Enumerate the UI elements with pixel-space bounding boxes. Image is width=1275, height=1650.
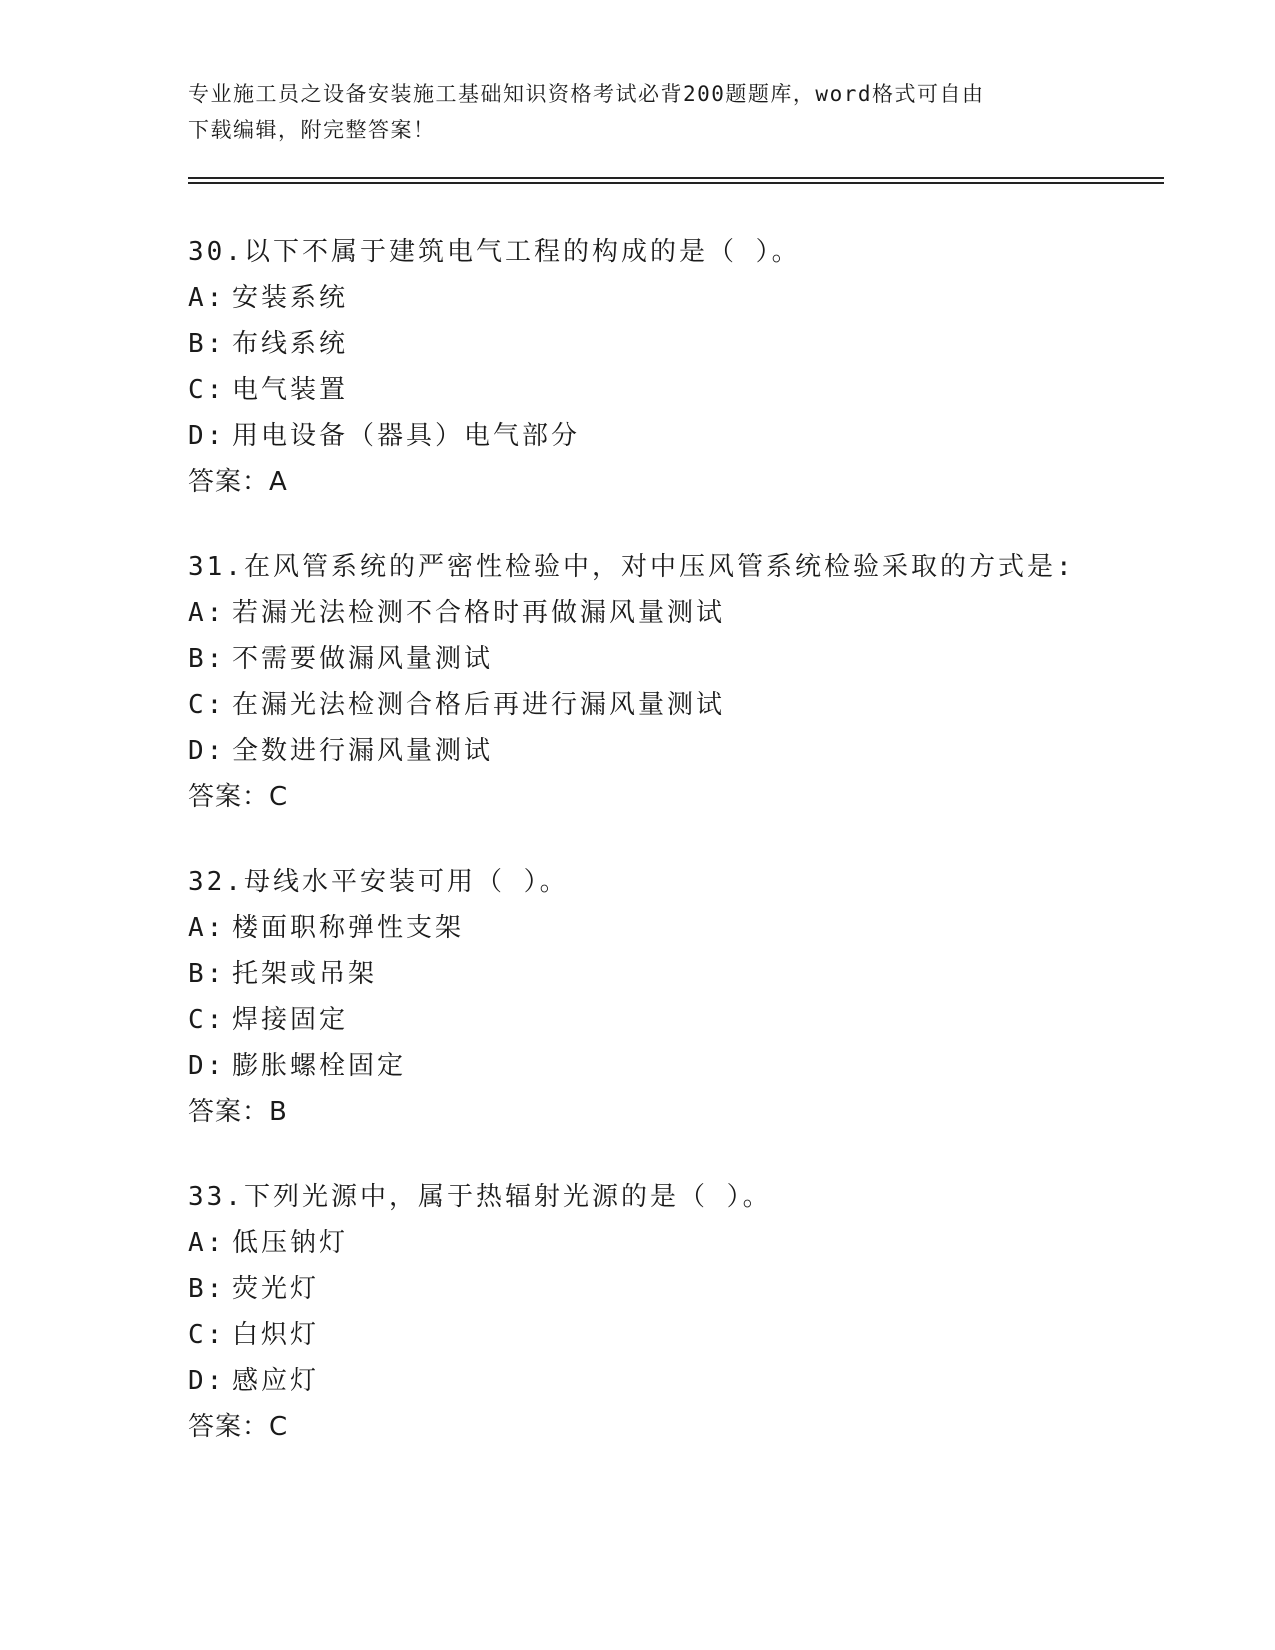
question-31	[188, 544, 1148, 820]
option-text: 安装系统	[232, 283, 349, 313]
option-a	[188, 905, 1148, 951]
option-b	[188, 1266, 1148, 1312]
option-text: 低压钠灯	[232, 1228, 349, 1258]
option-text: 用电设备（器具）电气部分	[232, 421, 581, 451]
option-d	[188, 413, 1148, 459]
option-text: 托架或吊架	[232, 959, 378, 989]
answer: 答案：C	[188, 1412, 289, 1442]
option-letter: D:	[188, 421, 226, 451]
option-letter: A:	[188, 598, 226, 628]
option-b	[188, 951, 1148, 997]
option-letter: C:	[188, 1005, 226, 1035]
option-letter: C:	[188, 690, 226, 720]
option-text: 楼面职称弹性支架	[232, 913, 465, 943]
option-text: 荧光灯	[232, 1274, 320, 1304]
option-d	[188, 728, 1148, 774]
option-text: 电气装置	[232, 375, 349, 405]
header-line-1: 专业施工员之设备安装施工基础知识资格考试必背200题题库，word格式可自由	[188, 82, 985, 106]
answer: 答案：C	[188, 782, 289, 812]
option-letter: B:	[188, 329, 226, 359]
option-text: 全数进行漏风量测试	[232, 736, 494, 766]
header-divider-top	[188, 177, 1164, 179]
option-letter: A:	[188, 913, 226, 943]
question-stem: 33.下列光源中，属于热辐射光源的是（ ）。	[188, 1182, 772, 1212]
option-a	[188, 275, 1148, 321]
option-c	[188, 682, 1148, 728]
header-line-2: 下载编辑，附完整答案！	[188, 118, 436, 142]
option-letter: D:	[188, 1366, 226, 1396]
question-stem: 31.在风管系统的严密性检验中，对中压风管系统检验采取的方式是:	[188, 552, 1075, 582]
option-text: 若漏光法检测不合格时再做漏风量测试	[232, 598, 726, 628]
option-text: 膨胀螺栓固定	[232, 1051, 407, 1081]
option-text: 在漏光法检测合格后再进行漏风量测试	[232, 690, 726, 720]
question-30	[188, 229, 1148, 505]
option-b	[188, 321, 1148, 367]
option-text: 不需要做漏风量测试	[232, 644, 494, 674]
option-letter: C:	[188, 1320, 226, 1350]
option-d	[188, 1043, 1148, 1089]
question-stem: 32.母线水平安装可用（ ）。	[188, 867, 569, 897]
option-d	[188, 1358, 1148, 1404]
option-letter: B:	[188, 644, 226, 674]
option-c	[188, 367, 1148, 413]
question-32	[188, 859, 1148, 1135]
document-header	[188, 76, 1088, 148]
option-letter: D:	[188, 736, 226, 766]
answer: 答案：A	[188, 467, 288, 497]
option-letter: A:	[188, 283, 226, 313]
question-33	[188, 1174, 1148, 1450]
option-letter: D:	[188, 1051, 226, 1081]
header-divider-bottom	[188, 182, 1164, 184]
option-letter: A:	[188, 1228, 226, 1258]
option-a	[188, 590, 1148, 636]
option-text: 白炽灯	[232, 1320, 320, 1350]
option-text: 布线系统	[232, 329, 349, 359]
option-c	[188, 1312, 1148, 1358]
option-letter: B:	[188, 1274, 226, 1304]
option-letter: C:	[188, 375, 226, 405]
question-stem: 30.以下不属于建筑电气工程的构成的是（ ）。	[188, 237, 801, 267]
option-text: 焊接固定	[232, 1005, 349, 1035]
option-text: 感应灯	[232, 1366, 320, 1396]
option-letter: B:	[188, 959, 226, 989]
option-b	[188, 636, 1148, 682]
answer: 答案：B	[188, 1097, 288, 1127]
option-a	[188, 1220, 1148, 1266]
option-c	[188, 997, 1148, 1043]
